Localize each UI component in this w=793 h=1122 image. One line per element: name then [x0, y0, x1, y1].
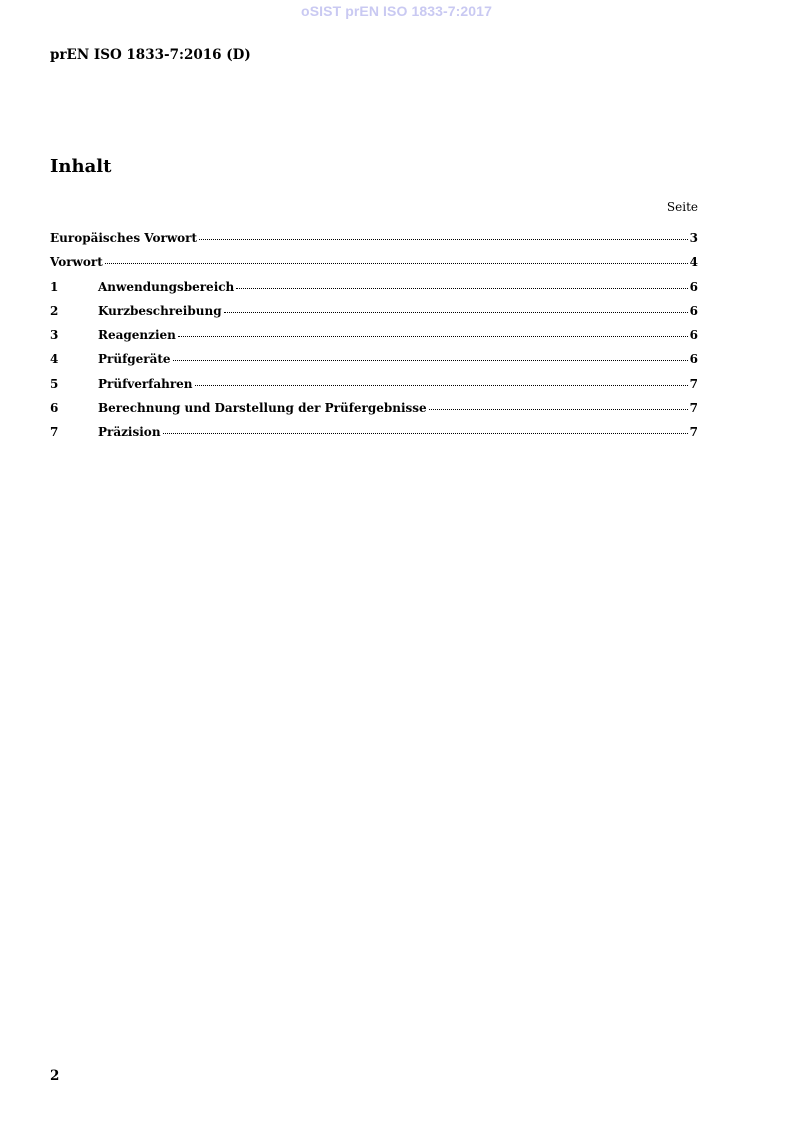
- toc-entry-page: 6: [689, 279, 698, 294]
- toc-entry-page: 7: [689, 425, 698, 440]
- toc-entry-test-procedure[interactable]: [50, 377, 698, 401]
- page-column-label: Seite: [666, 200, 698, 214]
- toc-entry-calculation[interactable]: [50, 401, 698, 425]
- toc-entry-title: Vorwort: [50, 255, 103, 270]
- dot-leader: [163, 432, 688, 434]
- toc-entry-principle[interactable]: [50, 304, 698, 328]
- dot-leader: [224, 311, 688, 313]
- toc-entry-page: 6: [689, 352, 698, 367]
- toc-entry-title: Prüfverfahren: [98, 376, 193, 391]
- table-of-contents: [50, 231, 698, 450]
- toc-entry-page: 4: [689, 255, 698, 270]
- toc-entry-number: 3: [50, 328, 59, 343]
- watermark: oSIST prEN ISO 1833-7:2017: [301, 3, 492, 19]
- toc-entry-scope[interactable]: [50, 280, 698, 304]
- toc-entry-number: 5: [50, 376, 59, 391]
- toc-entry-reagents[interactable]: [50, 328, 698, 352]
- dot-leader: [178, 335, 688, 337]
- toc-entry-european-foreword[interactable]: [50, 231, 698, 255]
- toc-entry-title: Europäisches Vorwort: [50, 231, 198, 245]
- toc-entry-number: 4: [50, 352, 59, 367]
- toc-entry-title: Kurzbeschreibung: [98, 303, 222, 318]
- toc-entry-number: 2: [50, 303, 59, 318]
- dot-leader: [236, 287, 687, 289]
- dot-leader: [173, 359, 688, 361]
- toc-entry-page: 3: [689, 231, 698, 245]
- page-number: 2: [50, 1068, 60, 1084]
- dot-leader: [105, 262, 688, 264]
- toc-entry-title: Berechnung und Darstellung der Prüfergebnisse: [98, 401, 427, 416]
- toc-entry-title: Reagenzien: [98, 328, 176, 343]
- toc-entry-apparatus[interactable]: [50, 352, 698, 376]
- toc-entry-title: Anwendungsbereich: [98, 279, 235, 294]
- toc-entry-foreword[interactable]: [50, 255, 698, 279]
- toc-entry-number: 6: [50, 401, 59, 416]
- toc-entry-page: 7: [689, 376, 698, 391]
- toc-entry-title: Präzision: [98, 425, 161, 440]
- toc-entry-number: 1: [50, 279, 59, 294]
- toc-entry-page: 6: [689, 328, 698, 343]
- toc-entry-title: Prüfgeräte: [98, 352, 171, 367]
- document-id: prEN ISO 1833-7:2016 (D): [50, 47, 251, 63]
- toc-heading: Inhalt: [50, 156, 112, 177]
- toc-entry-precision[interactable]: [50, 425, 698, 449]
- toc-entry-page: 7: [689, 401, 698, 416]
- dot-leader: [195, 384, 688, 386]
- toc-entry-number: 7: [50, 425, 59, 440]
- toc-entry-page: 6: [689, 303, 698, 318]
- dot-leader: [199, 238, 688, 240]
- dot-leader: [429, 408, 688, 410]
